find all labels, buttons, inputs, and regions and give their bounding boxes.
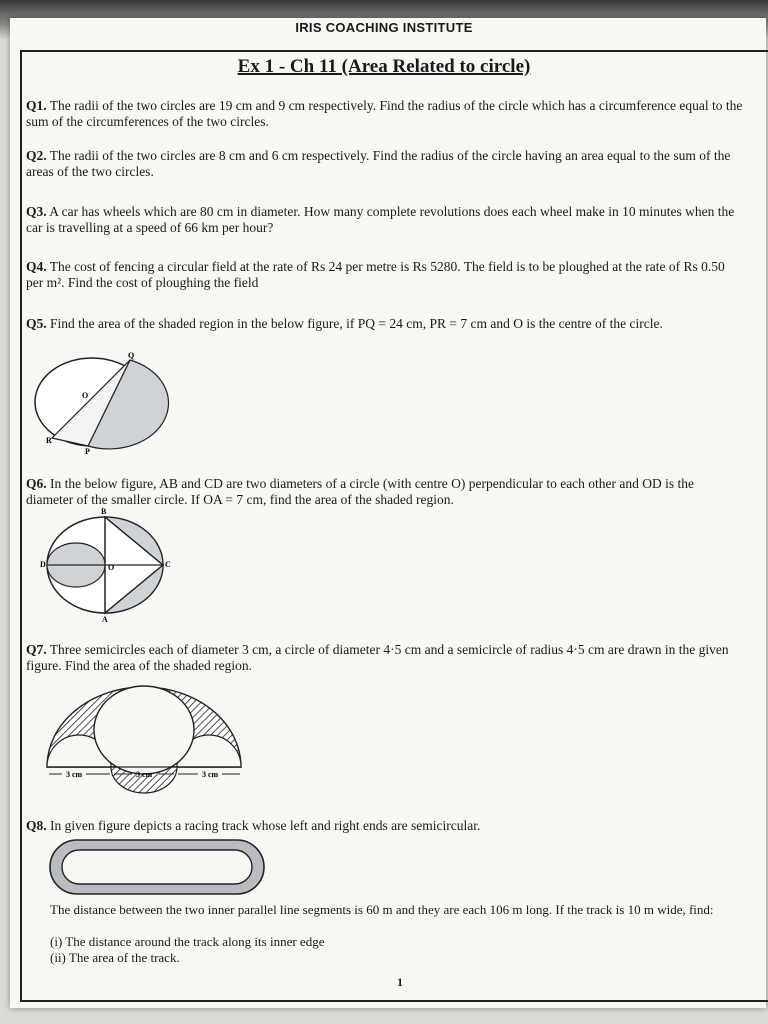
page-title: Ex 1 - Ch 11 (Area Related to circle) xyxy=(237,56,531,77)
q5-label-r: R xyxy=(46,436,52,445)
q6-label-d: D xyxy=(40,560,46,569)
q6-label-c: C xyxy=(165,560,171,569)
question-6: Q6. In the below figure, AB and CD are two diameters of a circle (with centre O) perpendicular to each other and OD is the diameter of the smaller circle. If OA = 7 cm, find the area of the shaded region. xyxy=(26,476,695,507)
q5-label-q: Q xyxy=(128,351,135,360)
q6-label-a: A xyxy=(102,615,108,624)
q8-part-2: (ii) The area of the track. xyxy=(50,950,180,965)
q7-figure xyxy=(44,682,244,800)
q6-label-o: O xyxy=(108,563,115,572)
question-5: Q5. Find the area of the shaded region in the below figure, if PQ = 24 cm, PR = 7 cm and O is the centre of the circle. xyxy=(26,316,663,331)
q7-label-middle: 3 cm xyxy=(136,770,153,779)
page-number: 1 xyxy=(397,975,403,989)
q5-figure xyxy=(30,351,155,456)
q5-label-o: O xyxy=(82,391,89,400)
q8-description: The distance between the two inner parallel line segments is 60 m and they are each 106 m long. If the track is 10 m wide, find: xyxy=(50,902,714,917)
question-8: Q8. In given figure depicts a racing track whose left and right ends are semicircular. xyxy=(26,818,481,833)
q6-figure xyxy=(40,507,171,624)
q5-label-p: P xyxy=(85,447,90,456)
q7-label-right: 3 cm xyxy=(202,770,219,779)
q8-track-figure xyxy=(48,838,268,898)
q6-label-b: B xyxy=(101,507,107,516)
question-2: Q2. The radii of the two circles are 8 cm and 6 cm respectively. Find the radius of the circle having an area equal to the sum of the areas of the two circles. xyxy=(26,148,731,179)
question-4: Q4. The cost of fencing a circular field at the rate of Rs 24 per metre is Rs 5280. The field is to be ploughed at the rate of Rs 0.50 per m². Find the cost of ploughing the field xyxy=(26,259,725,290)
q7-label-left: 3 cm xyxy=(66,770,83,779)
q8-part-1: (i) The distance around the track along its inner edge xyxy=(50,934,325,949)
question-1: Q1. The radii of the two circles are 19 cm and 9 cm respectively. Find the radius of the circle which has a circumference equal to the sum of the circumferences of the two circles. xyxy=(26,98,743,129)
institute-name: IRIS COACHING INSTITUTE xyxy=(295,20,473,35)
question-7: Q7. Three semicircles each of diameter 3 cm, a circle of diameter 4·5 cm and a semicircle of radius 4·5 cm are drawn in the given figure. Find the area of the shaded region. xyxy=(26,642,729,673)
question-3: Q3. A car has wheels which are 80 cm in diameter. How many complete revolutions does each wheel make in 10 minutes when the car is travelling at a speed of 66 km per hour? xyxy=(26,204,735,235)
